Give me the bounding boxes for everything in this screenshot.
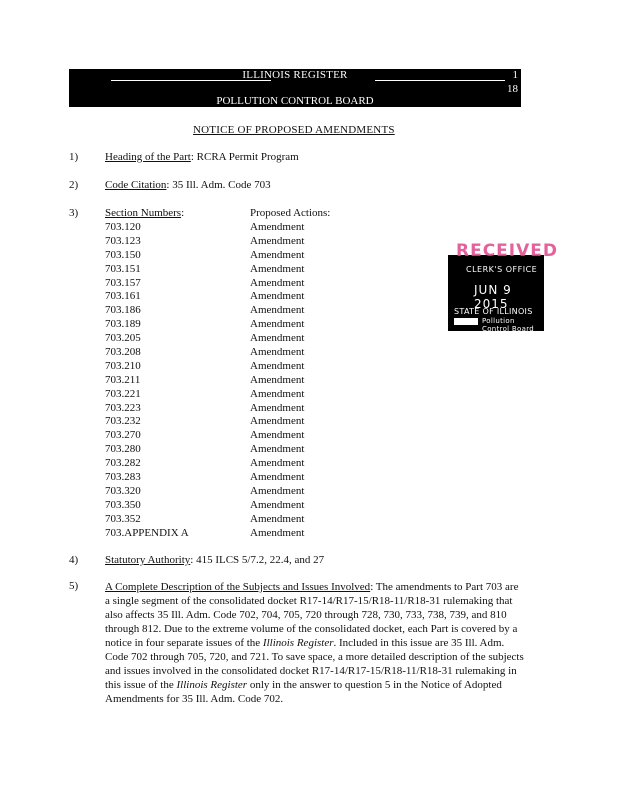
item-1-number: 1): [69, 151, 79, 163]
section-row: [105, 290, 330, 304]
item-2: Code Citation: 35 Ill. Adm. Code 703: [105, 179, 271, 191]
item-1-value: RCRA Permit Program: [196, 151, 299, 163]
register-header: [69, 69, 521, 107]
section-action: Amendment: [250, 234, 305, 247]
section-action: Amendment: [250, 484, 305, 497]
item-5-label: A Complete Description of the Subjects and Issues Involved: [105, 581, 371, 593]
section-row: [105, 304, 330, 318]
register-name-2: Illinois Register: [176, 679, 248, 691]
section-row: [105, 527, 330, 541]
section-number: 703.282: [105, 457, 141, 470]
section-action: Amendment: [250, 359, 305, 372]
section-action: Amendment: [250, 304, 305, 317]
section-number: 703.223: [105, 401, 141, 414]
section-number: 703.320: [105, 484, 141, 497]
section-action: Amendment: [250, 526, 305, 539]
section-row: [105, 415, 330, 429]
section-action: Amendment: [250, 512, 305, 525]
section-row: [105, 471, 330, 485]
section-number: 703.APPENDIX A: [105, 526, 189, 539]
section-number: 703.186: [105, 304, 141, 317]
section-number: 703.283: [105, 471, 141, 484]
section-action: Amendment: [250, 262, 305, 275]
section-number: 703.123: [105, 234, 141, 247]
section-action: Amendment: [250, 290, 305, 303]
item-1: Heading of the Part: RCRA Permit Program: [105, 151, 299, 163]
stamp-date: JUN 9 2015: [474, 283, 512, 311]
section-action: Amendment: [250, 248, 305, 261]
section-number: 703.211: [105, 373, 141, 386]
page-number: 1: [512, 69, 518, 81]
sections-table: [105, 207, 330, 540]
stamp-office: CLERK'S OFFICE: [466, 265, 538, 274]
item-5-text-a: The amendments to Part 703 are a single segment of the consolidated docket R17-14/R17-15/R18-11/R18-31 rulemaking that also affects 35 Ill. Adm. Code 702, 704, 705, 720 through 728, 730, 733, 738, 739, and 810 through 812. Due to the extreme volume of the consolidated docket, each Part is covered by a notice in four separate issues of the: [105, 581, 519, 649]
section-action: Amendment: [250, 387, 305, 400]
item-2-label: Code Citation: [105, 179, 167, 191]
stamp-state: STATE OF ILLINOIS: [454, 307, 533, 316]
section-row: [105, 402, 330, 416]
item-2-value: 35 Ill. Adm. Code 703: [172, 179, 271, 191]
section-action: Amendment: [250, 498, 305, 511]
proposed-actions-label: Proposed Actions:: [250, 207, 331, 219]
section-number: 703.350: [105, 498, 141, 511]
section-row: [105, 485, 330, 499]
section-row: [105, 513, 330, 527]
section-number: 703.151: [105, 262, 141, 275]
stamp-redaction-bar: [454, 318, 478, 325]
section-action: Amendment: [250, 401, 305, 414]
section-row: [105, 457, 330, 471]
agency-name: POLLUTION CONTROL BOARD: [216, 95, 374, 107]
issue-number: 18: [507, 83, 518, 95]
section-row: [105, 235, 330, 249]
section-number: 703.232: [105, 415, 141, 428]
item-3-number: 3): [69, 207, 79, 219]
item-4-label: Statutory Authority: [105, 554, 191, 566]
section-row: [105, 318, 330, 332]
section-number: 703.150: [105, 248, 141, 261]
section-row: [105, 221, 330, 235]
stamp-board: Pollution Control Board: [482, 317, 535, 333]
section-row: [105, 332, 330, 346]
section-number: 703.352: [105, 512, 141, 525]
section-number: 703.157: [105, 276, 141, 289]
section-row: [105, 277, 330, 291]
item-4-value: 415 ILCS 5/7.2, 22.4, and 27: [196, 554, 325, 566]
section-row: [105, 388, 330, 402]
section-row: [105, 346, 330, 360]
item-5-paragraph: A Complete Description of the Subjects and Issues Involved: The amendments to Part 703 are a single segment of the consolidated docket R17-14/R17-15/R18-11/R18-31 rulemaking that also affects 35 Ill. Adm. Code 702, 704, 705, 720 through 728, 730, 733, 738, 739, and 810 through 812. Due to the extreme volume of the consolidated docket, each Part is covered by a notice in four separate issues of the Illinois Register. Included in this issue are 35 Ill. Adm. Code 702 through 705, 720, and 721. To save space, a more detailed description of the subjects and issues involved in the consolidated docket R17-14/R17-15/R18-11/R18-31 rulemaking in this issue of the Illinois Register only in the answer to question 5 in the Notice of Adopted Amendments for 35 Ill. Adm. Code 702.: [105, 581, 524, 705]
received-stamp: [448, 241, 558, 333]
item-5-number: 5): [69, 580, 79, 592]
item-5-text-c: only in the answer to question 5 in the Notice of Adopted Amendments for 35 Ill. Adm. Code 702.: [105, 679, 502, 705]
section-row: [105, 249, 330, 263]
section-action: Amendment: [250, 332, 305, 345]
stamp-received: RECEIVED: [456, 241, 558, 261]
sections-table-header: Section Numbers: Proposed Actions:: [105, 207, 331, 219]
section-row: [105, 360, 330, 374]
section-number: 703.221: [105, 387, 141, 400]
section-row: [105, 443, 330, 457]
item-5-text-b: . Included in this issue are 35 Ill. Adm. Code 702 through 705, 720, and 721. To save space, a more detailed description of the subjects and issues involved in the consolidated docket R17-14/R17-15/R18-11/R18-31 rulemaking in this issue of the: [105, 637, 524, 691]
section-action: Amendment: [250, 346, 305, 359]
section-number: 703.161: [105, 290, 141, 303]
item-2-number: 2): [69, 179, 79, 191]
section-number: 703.208: [105, 346, 141, 359]
section-number: 703.189: [105, 318, 141, 331]
sections-table-body: [105, 221, 330, 540]
section-numbers-label: Section Numbers: [105, 207, 182, 219]
section-action: Amendment: [250, 276, 305, 289]
section-action: Amendment: [250, 318, 305, 331]
section-action: Amendment: [250, 471, 305, 484]
section-row: [105, 499, 330, 513]
item-4: Statutory Authority: 415 ILCS 5/7.2, 22.4, and 27: [105, 554, 325, 566]
register-title: ILLINOIS REGISTER: [242, 69, 348, 81]
section-number: 703.205: [105, 332, 141, 345]
section-row: [105, 429, 330, 443]
section-number: 703.280: [105, 443, 141, 456]
section-action: Amendment: [250, 373, 305, 386]
section-number: 703.210: [105, 359, 141, 372]
section-action: Amendment: [250, 429, 305, 442]
section-number: 703.270: [105, 429, 141, 442]
section-action: Amendment: [250, 457, 305, 470]
section-row: [105, 374, 330, 388]
section-action: Amendment: [250, 221, 305, 233]
section-number: 703.120: [105, 221, 141, 233]
register-name-1: Illinois Register: [262, 637, 334, 649]
item-1-label: Heading of the Part: [105, 151, 191, 163]
section-action: Amendment: [250, 443, 305, 456]
section-row: [105, 263, 330, 277]
section-action: Amendment: [250, 415, 305, 428]
item-4-number: 4): [69, 554, 79, 566]
notice-title: NOTICE OF PROPOSED AMENDMENTS: [193, 124, 395, 136]
